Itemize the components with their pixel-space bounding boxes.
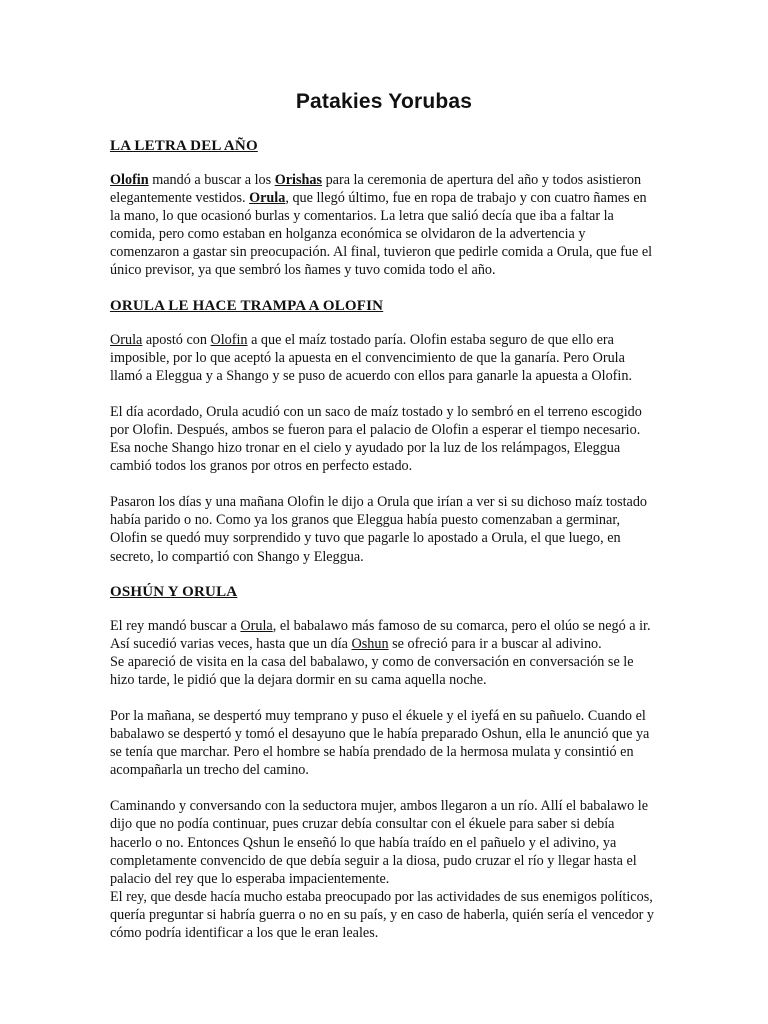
- section-heading-oshun: OSHÚN Y ORULA: [110, 583, 238, 600]
- ref-orula: Orula: [110, 331, 143, 348]
- text-run: , el babalawo más famoso de su comarca, pero el olúo se negó a ir. Así sucedió varias veces, hasta que un día: [110, 617, 651, 652]
- section-heading-trampa: ORULA LE HACE TRAMPA A OLOFIN: [110, 297, 384, 314]
- page-title: Patakies Yorubas: [295, 90, 473, 113]
- paragraph-trampa-1: [110, 331, 658, 385]
- text-run: apostó con: [142, 331, 211, 348]
- text-run: a que el maíz tostado paría. Olofin estaba seguro de que ello era imposible, por lo que aceptó la apuesta en el convencimiento de que la ganaría. Pero Orula llamó a Eleggua y a Shango y se puso de acuerdo con ellos para ganarle la apuesta a Olofin.: [110, 331, 632, 384]
- ref-orula: Orula: [240, 617, 273, 634]
- paragraph-trampa-3: Pasaron los días y una mañana Olofin le dijo a Orula que irían a ver si su dichoso maíz tostado había parido o no. Como ya los granos que Eleggua había puesto comenzaban a germinar, Olofin se quedó muy sorprendido y tuvo que pagarle lo apostado a Orula, el que luego, en secreto, lo compartió con Shango y Eleggua.: [110, 494, 648, 565]
- paragraph-trampa-2: El día acordado, Orula acudió con un saco de maíz tostado y lo sembró en el terreno escogido por Olofin. Después, ambos se fueron para el palacio de Olofin a esperar el tiempo necesario. Esa noche Shango hizo tronar en el cielo y ayudado por la luz de los relámpagos, Eleggua cambió todos los granos por otros en perfecto estado.: [110, 403, 642, 475]
- paragraph-oshun-1b: Se apareció de visita en la casa del babalawo, y como de conversación en conversación se le hizo tarde, le pidió que la dejara dormir en su cama aquella noche.: [110, 653, 634, 688]
- paragraph-letra: [110, 171, 658, 280]
- text-run: para la ceremonia de apertura del año y todos asistieron elegantemente vestidos.: [110, 172, 642, 207]
- text-run: mandó a buscar a los: [148, 172, 275, 188]
- paragraph-oshun-4: El rey, que desde hacía mucho estaba preocupado por las actividades de sus enemigos políticos, quería preguntar si habría guerra o no en su país, y en caso de haberla, quién sería el vencedor y cómo podría identificar a los que le eran leales.: [110, 888, 655, 941]
- text-run: El rey mandó buscar a: [110, 617, 241, 634]
- ref-orishas: Orishas: [274, 172, 323, 188]
- ref-olofin: Olofin: [110, 172, 149, 188]
- paragraph-oshun-3: Caminando y conversando con la seductora mujer, ambos llegaron a un río. Allí el babalawo le dijo que no podía continuar, pues cruzar debía consultar con el ékuele para saber si debía hacerlo o no. Entonces Qshun le enseñó lo que había traído en el pañuelo y el adivino, ya completamente convencido de que debía seguir a la diosa, pudo cruzar el río y llegar hasta el palacio del rey que lo esperaba impacientemente.: [110, 798, 649, 887]
- text-run: , que llegó último, fue en ropa de trabajo y con cuatro ñames en la mano, lo que ocasionó burlas y comentarios. La letra que salió decía que iba a faltar la comida, pero como estaban en holganza económica se olvidaron de la advertencia y comenzaron a gastar sin preocupación. Al final, tuvieron que pedirle comida a Orula, que fue el único previsor, ya que sembró los ñames y tuvo comida todo el año.: [110, 190, 653, 279]
- paragraph-oshun-1: [110, 617, 658, 653]
- text-run: se ofreció para ir a buscar al adivino.: [388, 635, 602, 652]
- paragraph-oshun-2: Por la mañana, se despertó muy temprano y puso el ékuele y el iyefá en su pañuelo. Cuando el babalawo se despertó y tomó el desayuno que le había preparado Oshun, ella le anunció que ya se tenía que marchar. Pero el hombre se había prendado de la hermosa mulata y consintió en acompañarla un trecho del camino.: [110, 707, 650, 779]
- ref-olofin: Olofin: [210, 331, 248, 348]
- section-heading-letra: LA LETRA DEL AÑO: [110, 138, 258, 154]
- ref-oshun: Oshun: [351, 635, 389, 652]
- ref-orula: Orula: [249, 190, 286, 207]
